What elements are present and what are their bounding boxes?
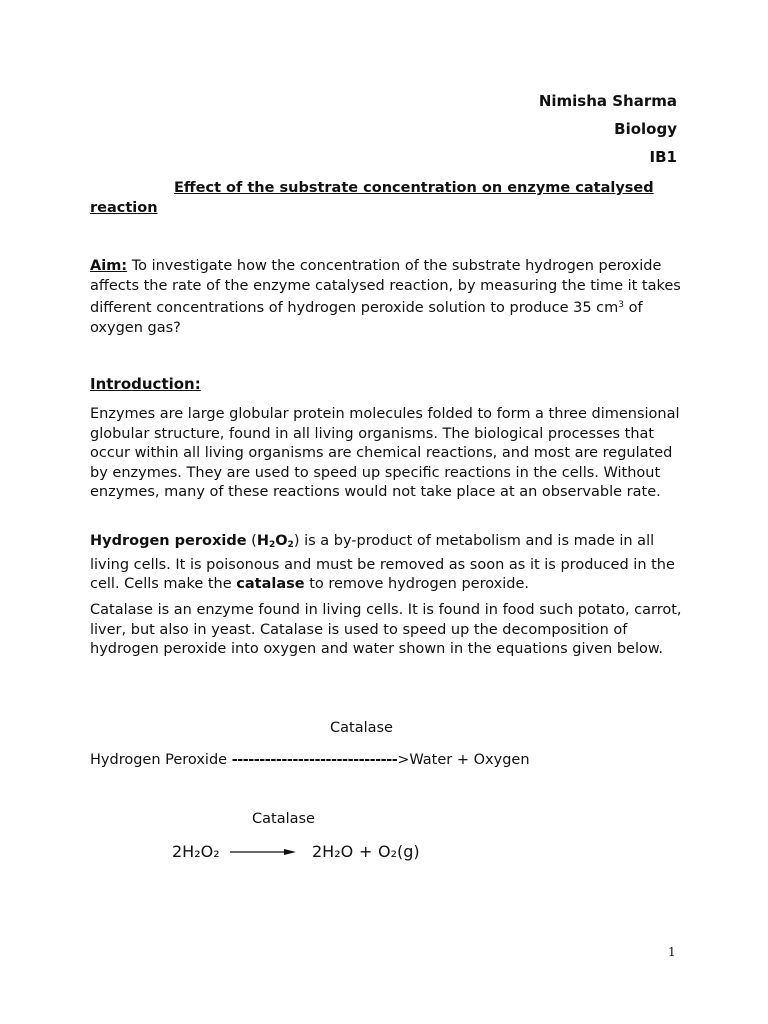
aim-label: Aim: [90,258,128,274]
symbol-equation-product-2: O₂(g) [378,842,420,861]
formula-o: O [275,533,288,549]
catalase-term: catalase [236,576,305,593]
hydrogen-peroxide-term: Hydrogen peroxide [90,533,247,549]
aim-paragraph [90,257,690,338]
document-title [90,178,690,218]
introduction-heading: Introduction: [90,375,201,393]
word-equation-reactant: Hydrogen Peroxide [90,752,232,768]
word-equation [90,752,530,768]
intro-paragraph-3: Catalase is an enzyme found in living cells. It is found in food such potato, carrot, liver, but also in yeast. Catalase is used to speed up the decomposition of hydrogen peroxide into oxygen and water shown in the equations given below. [90,602,682,658]
aim-superscript: 3 [618,300,625,311]
formula-sub-2: 2 [287,540,294,550]
intro-paragraph-2 [90,532,690,595]
formula-h: H [256,533,269,549]
paren-open: ( [246,533,257,549]
symbol-equation-catalyst: Catalase [252,811,315,827]
document-title-text: Effect of the substrate concentration on enzyme catalysed reaction [90,180,654,216]
intro-paragraph-1: Enzymes are large globular protein molecules folded to form a three dimensional globular structure, found in all living organisms. The biological processes that occur within all living organisms are chemical reactions, and most are regulated by enzymes. They are used to speed up specific reactions in the cells. Without enzymes, many of these reactions would not take place at an observable rate. [90,406,680,501]
intro-paragraph-2-text: ) is a by-product of metabolism and is made in all living cells. It is poisonous and must be removed as soon as it is produced in the cell. Cells make the [90,533,675,593]
formula-sub-1: 2 [268,540,276,550]
symbol-equation-reactant: 2H₂O₂ [172,842,220,861]
word-equation-catalyst: Catalase [330,720,393,736]
word-equation-products: >Water + Oxygen [397,752,530,768]
intro-paragraph-2-end: to remove hydrogen peroxide. [304,576,529,593]
subject-name: Biology [614,120,677,138]
word-equation-arrow: ------------------------------ [231,752,398,768]
page-number: 1 [668,945,676,959]
class-name: IB1 [649,148,677,166]
aim-text-b: of oxygen gas? [90,300,643,336]
aim-text-a: To investigate how the concentration of the substrate hydrogen peroxide affects the rate of the enzyme catalysed reaction, by measuring the time it takes different concentrations of hydrogen peroxide solution to produce 35 cm [90,258,681,317]
symbol-equation-plus: + [359,842,373,861]
reaction-arrow-icon [230,845,302,859]
author-name: Nimisha Sharma [538,92,677,110]
symbol-equation-product-1: 2H₂O [312,842,354,861]
